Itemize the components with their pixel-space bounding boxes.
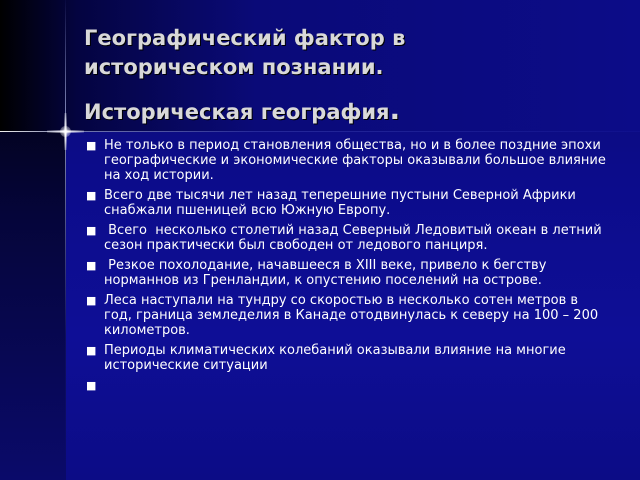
title-dot: . bbox=[389, 93, 401, 126]
bullet-item bbox=[86, 223, 606, 253]
bullet-marker-icon: ■ bbox=[86, 259, 97, 272]
bullet-item bbox=[86, 258, 606, 288]
vertical-glow-line bbox=[65, 0, 66, 480]
bullet-text: Не только в период становления общества, но и в более поздние эпохи географические и экономические факторы оказывали большое влияние на ход истории. bbox=[104, 138, 606, 183]
title-line-3-text: Историческая география bbox=[84, 100, 390, 124]
bullet-marker-icon: ■ bbox=[86, 139, 97, 152]
title-line-3 bbox=[84, 95, 624, 127]
bullet-text: Леса наступали на тундру со скоростью в несколько сотен метров в год, граница земледелия в Канаде отодвинулась к северу на 100 – 200 километров. bbox=[104, 293, 599, 338]
bullet-text: Всего несколько столетий назад Северный Ледовитый океан в летний сезон практически был свободен от ледового панциря. bbox=[104, 223, 606, 253]
bullet-marker-icon: ■ bbox=[86, 294, 97, 307]
bullet-item bbox=[86, 188, 606, 218]
title-line-1: Географический фактор в bbox=[84, 26, 406, 50]
bullet-marker-icon: ■ bbox=[86, 379, 97, 392]
bullet-item bbox=[86, 138, 606, 183]
sparkle-core bbox=[60, 126, 71, 137]
bullet-marker-icon: ■ bbox=[86, 224, 97, 237]
bullet-text: Резкое похолодание, начавшееся в XIII веке, привело к бегству норманнов из Гренландии, к опустению поселений на острове. bbox=[104, 258, 551, 288]
bullet-marker-icon: ■ bbox=[86, 344, 97, 357]
bullet-marker-icon: ■ bbox=[86, 189, 97, 202]
bullet-item bbox=[86, 343, 606, 373]
bullet-list bbox=[86, 138, 606, 392]
bullet-item bbox=[86, 293, 606, 338]
horizontal-glow-line bbox=[0, 131, 640, 132]
sparkle-icon bbox=[47, 113, 84, 150]
slide-title bbox=[84, 24, 624, 127]
bullet-text: Всего две тысячи лет назад теперешние пустыни Северной Африки снабжали пшеницей всю Южную Европу. bbox=[104, 188, 576, 218]
bullet-text: Периоды климатических колебаний оказывали влияние на многие исторические ситуации bbox=[104, 343, 566, 373]
title-line-2: историческом познании. bbox=[84, 55, 384, 79]
